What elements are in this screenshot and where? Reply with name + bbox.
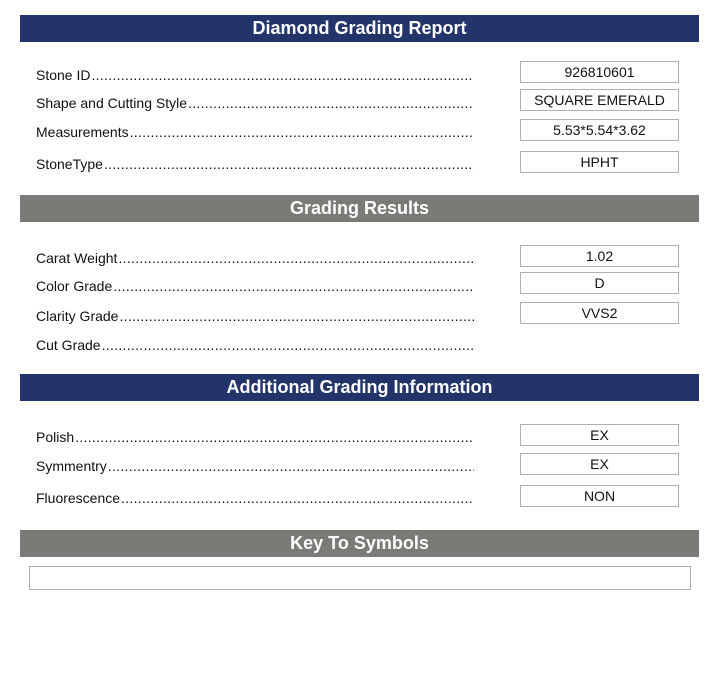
leader-dots xyxy=(119,308,474,324)
carat-label: Carat Weight xyxy=(36,250,118,266)
report-header: Diamond Grading Report xyxy=(20,15,699,42)
leader-dots xyxy=(188,95,474,111)
leader-dots xyxy=(108,458,474,474)
polish-row xyxy=(36,425,474,445)
polish-label: Polish xyxy=(36,429,75,445)
stone-id-value: 926810601 xyxy=(520,61,679,83)
color-value: D xyxy=(520,272,679,294)
color-label: Color Grade xyxy=(36,278,113,294)
leader-dots xyxy=(130,124,474,140)
clarity-label: Clarity Grade xyxy=(36,308,119,324)
carat-value: 1.02 xyxy=(520,245,679,267)
measurements-value: 5.53*5.54*3.62 xyxy=(520,119,679,141)
fluorescence-value: NON xyxy=(520,485,679,507)
additional-header: Additional Grading Information xyxy=(20,374,699,401)
leader-dots xyxy=(104,156,474,172)
leader-dots xyxy=(118,250,474,266)
symbols-box xyxy=(29,566,691,590)
fluorescence-label: Fluorescence xyxy=(36,490,121,506)
polish-value: EX xyxy=(520,424,679,446)
symmetry-row xyxy=(36,454,474,474)
shape-value: SQUARE EMERALD xyxy=(520,89,679,111)
measurements-row xyxy=(36,120,474,140)
cut-row xyxy=(36,333,474,353)
symbols-header: Key To Symbols xyxy=(20,530,699,557)
color-row xyxy=(36,274,474,294)
symmetry-value: EX xyxy=(520,453,679,475)
stone-type-value: HPHT xyxy=(520,151,679,173)
clarity-value: VVS2 xyxy=(520,302,679,324)
leader-dots xyxy=(75,429,474,445)
fluorescence-row xyxy=(36,486,474,506)
stone-type-label: StoneType xyxy=(36,156,103,172)
carat-row xyxy=(36,246,474,266)
stone-id-label: Stone ID xyxy=(36,67,91,83)
cut-label: Cut Grade xyxy=(36,337,101,353)
stone-type-row xyxy=(36,152,474,172)
shape-label: Shape and Cutting Style xyxy=(36,95,187,111)
leader-dots xyxy=(121,490,474,506)
shape-row xyxy=(36,91,474,111)
clarity-row xyxy=(36,304,474,324)
leader-dots xyxy=(91,67,474,83)
symmetry-label: Symmentry xyxy=(36,458,107,474)
leader-dots xyxy=(102,337,474,353)
leader-dots xyxy=(113,278,474,294)
measurements-label: Measurements xyxy=(36,124,129,140)
grading-header: Grading Results xyxy=(20,195,699,222)
stone-id-row xyxy=(36,63,474,83)
